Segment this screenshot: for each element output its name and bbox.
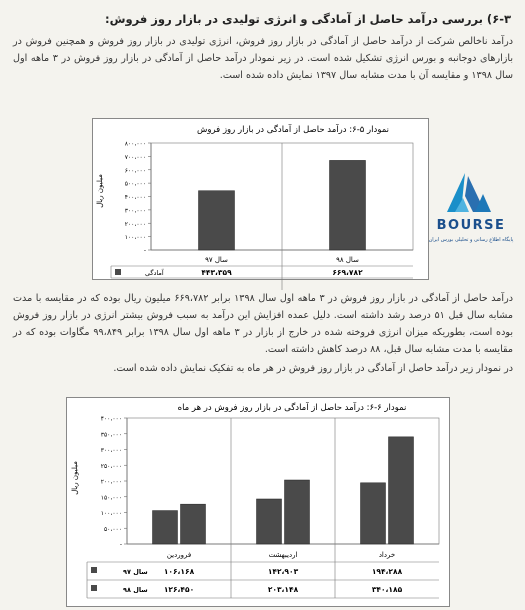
- chart2-ytick-label: ۱۰۰،۰۰۰: [100, 510, 122, 517]
- bourse-logo-mark: [428, 168, 514, 248]
- chart2-category-label: اردیبهشت: [268, 551, 298, 559]
- chart1-title: نمودار ۵-۶: درآمد حاصل از آمادگی در بازار روز فروش: [197, 125, 389, 135]
- logo-tagline-text: پایگاه اطلاع رسانی و تحلیلی بورس ایران: [428, 237, 514, 243]
- chart2-data-label: ۱۴۲،۹۰۳: [267, 567, 299, 576]
- chart2-bar: [285, 480, 310, 544]
- chart2-ytick-label: ۴۰۰،۰۰۰: [100, 415, 122, 423]
- chart2-ytick-label: ۳۰۰،۰۰۰: [100, 447, 122, 454]
- bourse-logo: [428, 168, 514, 248]
- chart1-data-label: ۴۴۳،۳۵۹: [201, 268, 232, 277]
- chart2-svg: [67, 398, 449, 606]
- chart2-legend-swatch: [91, 585, 97, 591]
- chart1-category-label: سال ۹۷: [205, 256, 228, 264]
- chart2-bar: [361, 483, 386, 544]
- chart1-bar: [199, 191, 235, 250]
- chart2-ylabel: میلیون ریال: [71, 461, 79, 495]
- chart2-ytick-label: -: [119, 541, 122, 549]
- chart1-ytick-label: ۴۰۰،۰۰۰: [124, 194, 146, 201]
- chart2-legend-label: سال ۹۸: [123, 586, 148, 594]
- chart1-ytick-label: ۱۰۰،۰۰۰: [124, 234, 146, 242]
- chart2-legend-label: سال ۹۷: [123, 568, 148, 576]
- paragraph-analysis: درآمد حاصل از آمادگی در بازار روز فروش در ۳ ماهه اول سال ۱۳۹۸ برابر ۶۶۹،۷۸۲ میلیون ریال بوده که در مقایسه با مدت مشابه سال قبل ۵۱ درصد رشد داشته است. دلیل عمده افزایش این درآمد به سبب فروش بیشتر انرژی در بازار روز فروش بوده است، بطوریکه میزان انرژی فروخته شده در خارج از بازار در ۳ ماهه اول سال ۱۳۹۸ برابر ۹۹،۸۴۹ مگاوات بوده که در مقایسه با مدت مشابه سال قبل، ۸۸ درصد کاهش داشته است.: [13, 293, 513, 355]
- logo-brand-text: BOURSE: [436, 218, 506, 233]
- chart2-category-label: فروردین: [166, 551, 192, 559]
- chart2-data-label: ۲۰۳،۱۴۸: [267, 585, 299, 594]
- paragraph-intro: درآمد ناخالص شرکت از درآمد حاصل از آمادگی در بازار روز فروش، انرژی تولیدی در بازار روز فروش و همچنین فروش در بازارهای دوجانبه و بورس انرژی تشکیل شده است. در زیر نمودار درآمد حاصل از آمادگی در بازار روز فروش در ۳ ماهه اول سال ۱۳۹۸ و مقایسه آن با مدت مشابه سال ۱۳۹۷ نمایش داده شده است.: [13, 36, 513, 81]
- chart1-bar: [330, 160, 366, 250]
- chart1-ytick-label: ۵۰۰،۰۰۰: [124, 180, 146, 188]
- chart2-category-label: خرداد: [378, 551, 396, 559]
- chart1-ytick-label: -: [143, 247, 146, 255]
- chart2-ytick-label: ۲۰۰،۰۰۰: [100, 478, 122, 486]
- chart2-ytick-label: ۵۰،۰۰۰: [103, 525, 122, 533]
- chart-annual-readiness-revenue: [92, 118, 429, 280]
- chart2-ytick-label: ۲۵۰،۰۰۰: [100, 462, 122, 470]
- chart1-ytick-label: ۸۰۰،۰۰۰: [124, 140, 146, 148]
- paragraph-monthly-intro: در نمودار زیر درآمد حاصل از آمادگی در بازار روز فروش در هر ماه به تفکیک نمایش داده شده است.: [113, 363, 513, 374]
- chart2-bar: [389, 437, 414, 544]
- chart1-legend-swatch: [115, 269, 121, 275]
- chart2-data-label: ۱۹۴،۲۸۸: [371, 567, 403, 576]
- chart2-data-label: ۱۲۶،۴۵۰: [163, 585, 195, 594]
- chart-monthly-readiness-revenue: [66, 397, 450, 607]
- chart1-data-label: ۶۶۹،۷۸۲: [332, 268, 363, 277]
- chart2-bar: [153, 511, 178, 544]
- chart1-ytick-label: ۲۰۰،۰۰۰: [124, 220, 146, 228]
- chart1-svg: [93, 119, 428, 279]
- chart2-bar: [257, 499, 282, 544]
- chart1-ytick-label: ۶۰۰،۰۰۰: [124, 167, 146, 175]
- chart1-ytick-label: ۳۰۰،۰۰۰: [124, 207, 146, 215]
- chart2-ytick-label: ۳۵۰،۰۰۰: [100, 431, 122, 439]
- chart1-category-label: سال ۹۸: [336, 256, 359, 264]
- chart2-data-label: ۳۴۰،۱۸۵: [371, 585, 403, 594]
- chart2-legend-swatch: [91, 567, 97, 573]
- chart2-title: نمودار ۶-۶: درآمد حاصل از آمادگی در بازار روز فروش در هر ماه: [177, 403, 407, 413]
- chart1-legend-label: آمادگی: [145, 269, 164, 277]
- chart1-ylabel: میلیون ریال: [96, 174, 104, 208]
- chart2-data-label: ۱۰۶،۱۶۸: [163, 567, 195, 576]
- chart2-bar: [181, 504, 206, 544]
- chart1-ytick-label: ۷۰۰،۰۰۰: [124, 153, 146, 161]
- chart2-ytick-label: ۱۵۰،۰۰۰: [100, 494, 122, 502]
- section-heading: ۶-۳) بررسی درآمد حاصل از آمادگی و انرژی تولیدی در بازار روز فروش:: [105, 12, 511, 26]
